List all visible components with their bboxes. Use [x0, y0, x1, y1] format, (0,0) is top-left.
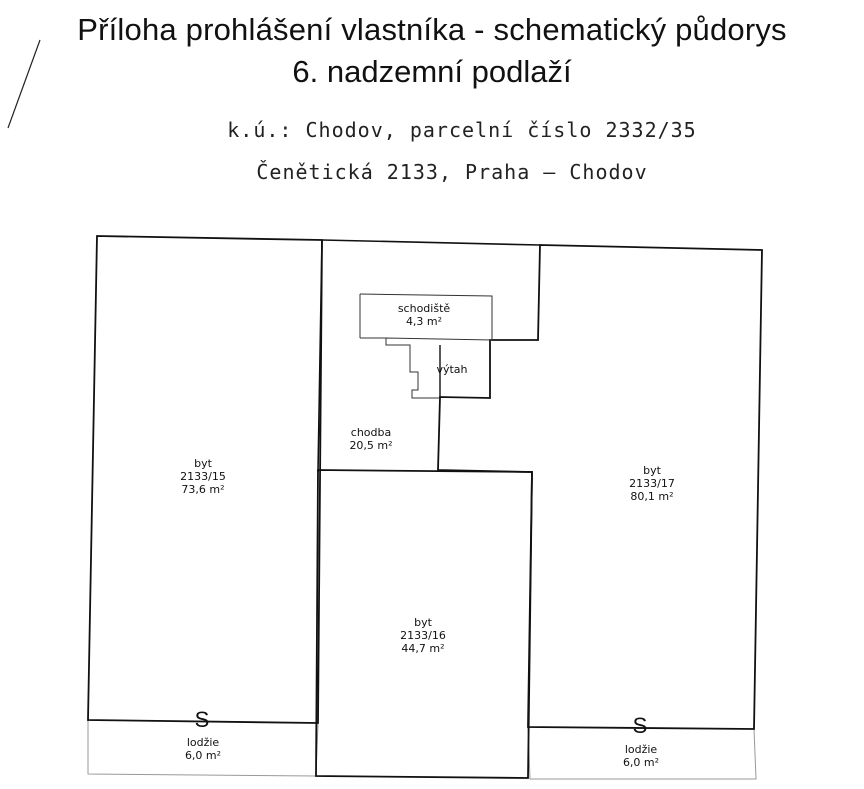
- loggia-right-name: lodžie: [624, 743, 658, 756]
- margin-stroke: [8, 40, 40, 128]
- unit-15-type: byt: [194, 457, 212, 470]
- address-line: Čenětická 2133, Praha – Chodov: [256, 160, 648, 184]
- corridor-label: [349, 426, 392, 452]
- loggia-left-name: lodžie: [186, 736, 220, 749]
- unit-17-label: [629, 464, 675, 503]
- unit-17-number: 2133/17: [629, 477, 675, 490]
- corridor-outline: [322, 240, 540, 245]
- unit-15-label: [180, 457, 226, 496]
- unit-15-area: 73,6 m²: [181, 483, 225, 496]
- loggia-right-area: 6,0 m²: [622, 756, 660, 769]
- elevator-name: výtah: [436, 363, 468, 376]
- unit-17-outline: [438, 245, 762, 729]
- unit-16-type: byt: [414, 616, 432, 629]
- corridor-area: 20,5 m²: [349, 439, 393, 452]
- unit-16-label: [400, 616, 446, 655]
- s-mark-left: S: [194, 707, 210, 732]
- loggia-left-label: [185, 736, 221, 762]
- loggia-left-area: 6,0 m²: [184, 749, 222, 762]
- s-mark-right: S: [632, 713, 648, 738]
- elevator-label: [436, 363, 467, 376]
- loggia-right-label: [623, 743, 659, 769]
- unit-17-type: byt: [643, 464, 661, 477]
- unit-15-number: 2133/15: [180, 470, 226, 483]
- unit-17-area: 80,1 m²: [630, 490, 674, 503]
- stairs-name: schodiště: [397, 302, 451, 315]
- corridor-name: chodba: [350, 426, 392, 439]
- stairs-label: [398, 302, 450, 328]
- document-title: Příloha prohlášení vlastníka - schematický půdorys: [77, 12, 787, 47]
- unit-16-area: 44,7 m²: [401, 642, 445, 655]
- stairs-area: 4,3 m²: [405, 315, 443, 328]
- floor-title: 6. nadzemní podlaží: [292, 54, 572, 89]
- unit-16-number: 2133/16: [400, 629, 446, 642]
- cadastre-line: k.ú.: Chodov, parcelní číslo 2332/35: [227, 118, 697, 142]
